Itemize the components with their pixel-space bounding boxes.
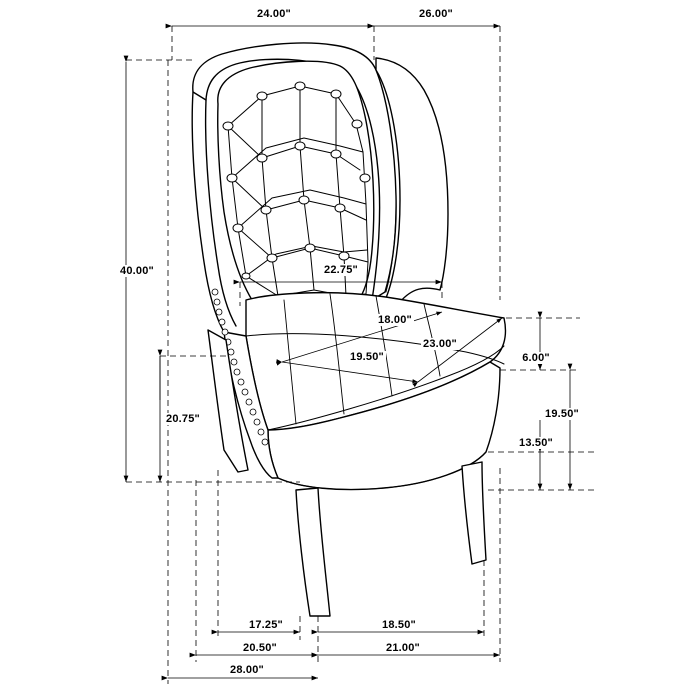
dim-label-top-left-width: 24.00" xyxy=(257,8,291,20)
dim-label-seat-width-23: 23.00" xyxy=(423,338,457,350)
dim-label-front-width-18-5: 18.50" xyxy=(382,619,416,631)
dim-label-base-width-21: 21.00" xyxy=(386,642,420,654)
dim-label-seat-diagonal-19-5: 19.50" xyxy=(350,351,384,363)
dim-label-leg-height-13-5: 13.50" xyxy=(519,437,553,449)
dim-label-overall-width-28: 28.00" xyxy=(230,664,264,676)
dim-label-top-right-width: 26.00" xyxy=(419,8,453,20)
dim-label-arm-height-6: 6.00" xyxy=(522,352,550,364)
dim-label-back-inner-width: 22.75" xyxy=(324,264,358,276)
dim-label-back-height-20-75: 20.75" xyxy=(166,413,200,425)
dim-label-seat-height-19-5: 19.50" xyxy=(545,408,579,420)
dim-label-seat-depth-17-25: 17.25" xyxy=(249,619,283,631)
dim-label-base-depth-20-5: 20.50" xyxy=(243,642,277,654)
dim-label-overall-height: 40.00" xyxy=(120,265,154,277)
dim-label-seat-depth-18: 18.00" xyxy=(378,314,412,326)
